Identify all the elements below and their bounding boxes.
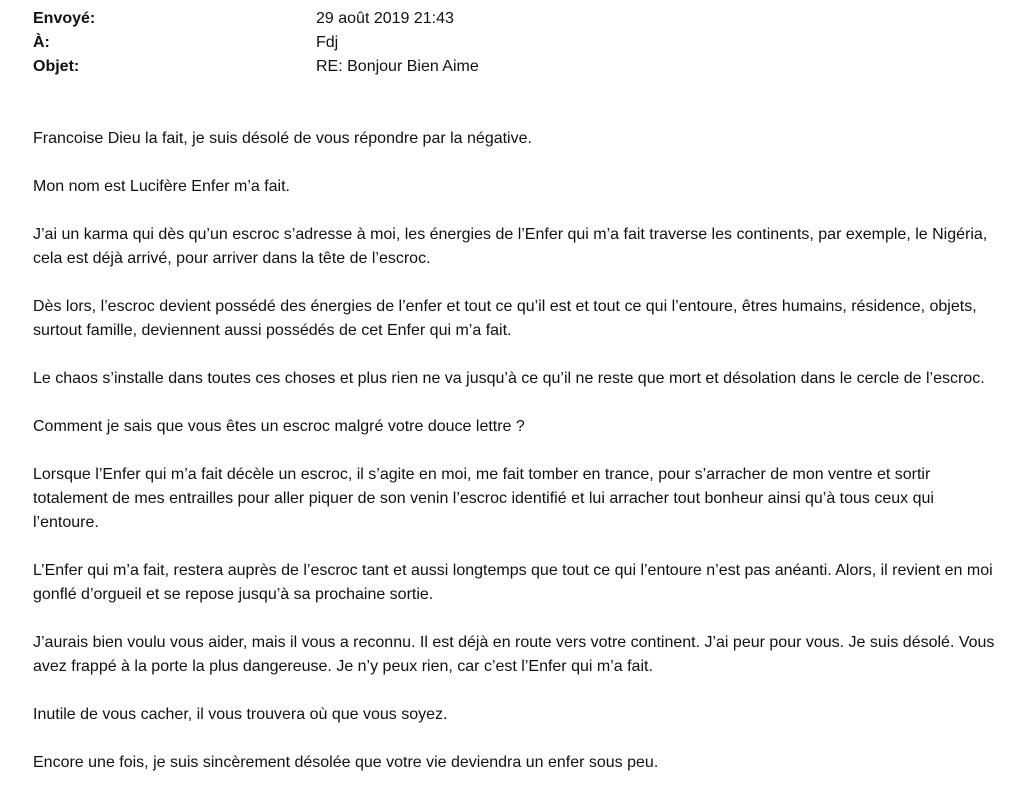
- email-header: [33, 7, 993, 79]
- email-body: [33, 127, 998, 799]
- paragraph-8: L’Enfer qui m’a fait, restera auprès de l’escroc tant et aussi longtemps que tout ce qui l’entoure n’est pas anéanti. Alors, il revient en moi gonflé d’orgueil et se repose jusqu’à sa prochaine sortie.: [33, 562, 993, 603]
- subject: RE: Bonjour Bien Aime: [316, 58, 479, 75]
- paragraph-11: Encore une fois, je suis sincèrement désolée que votre vie deviendra un enfer sous peu.: [33, 754, 659, 771]
- paragraph-5: Le chaos s’installe dans toutes ces choses et plus rien ne va jusqu’à ce qu’il ne reste que mort et désolation dans le cercle de l’escroc.: [33, 370, 985, 387]
- paragraph-7: Lorsque l’Enfer qui m’a fait décèle un escroc, il s’agite en moi, me fait tomber en trance, pour s’arracher de mon ventre et sortir totalement de mes entrailles pour aller piquer de son venin l’escroc identifié et lui arracher tout bonheur ainsi qu’à tous ceux qui l’entoure.: [33, 466, 934, 531]
- paragraph-3: J’ai un karma qui dès qu’un escroc s’adresse à moi, les énergies de l’Enfer qui m’a fait traverse les continents, par exemple, le Nigéria, cela est déjà arrivé, pour arriver dans la tête de l’escroc.: [33, 226, 988, 267]
- paragraph-4: Dès lors, l’escroc devient possédé des énergies de l’enfer et tout ce qu’il est et tout ce qui l’entoure, êtres humains, résidence, objets, surtout famille, deviennent aussi possédés de cet Enfer qui m’a fait.: [33, 298, 977, 339]
- recipient: Fdj: [316, 34, 339, 51]
- subject-row: [33, 55, 993, 79]
- paragraph-2: Mon nom est Lucifère Enfer m’a fait.: [33, 178, 290, 195]
- sent-row: [33, 7, 993, 31]
- paragraph-10: Inutile de vous cacher, il vous trouvera où que vous soyez.: [33, 706, 448, 723]
- sent-label: Envoyé:: [33, 10, 96, 27]
- sent-date: 29 août 2019 21:43: [316, 10, 454, 27]
- paragraph-6: Comment je sais que vous êtes un escroc malgré votre douce lettre ?: [33, 418, 525, 435]
- paragraph-1: Francoise Dieu la fait, je suis désolé de vous répondre par la négative.: [33, 130, 532, 147]
- subject-label: Objet:: [33, 58, 80, 75]
- to-label: À:: [33, 34, 50, 51]
- to-row: [33, 31, 993, 55]
- paragraph-9: J’aurais bien voulu vous aider, mais il vous a reconnu. Il est déjà en route vers votre continent. J’ai peur pour vous. Je suis désolé. Vous avez frappé à la porte la plus dangereuse. Je n’y peux rien, car c’est l’Enfer qui m’a fait.: [33, 634, 995, 675]
